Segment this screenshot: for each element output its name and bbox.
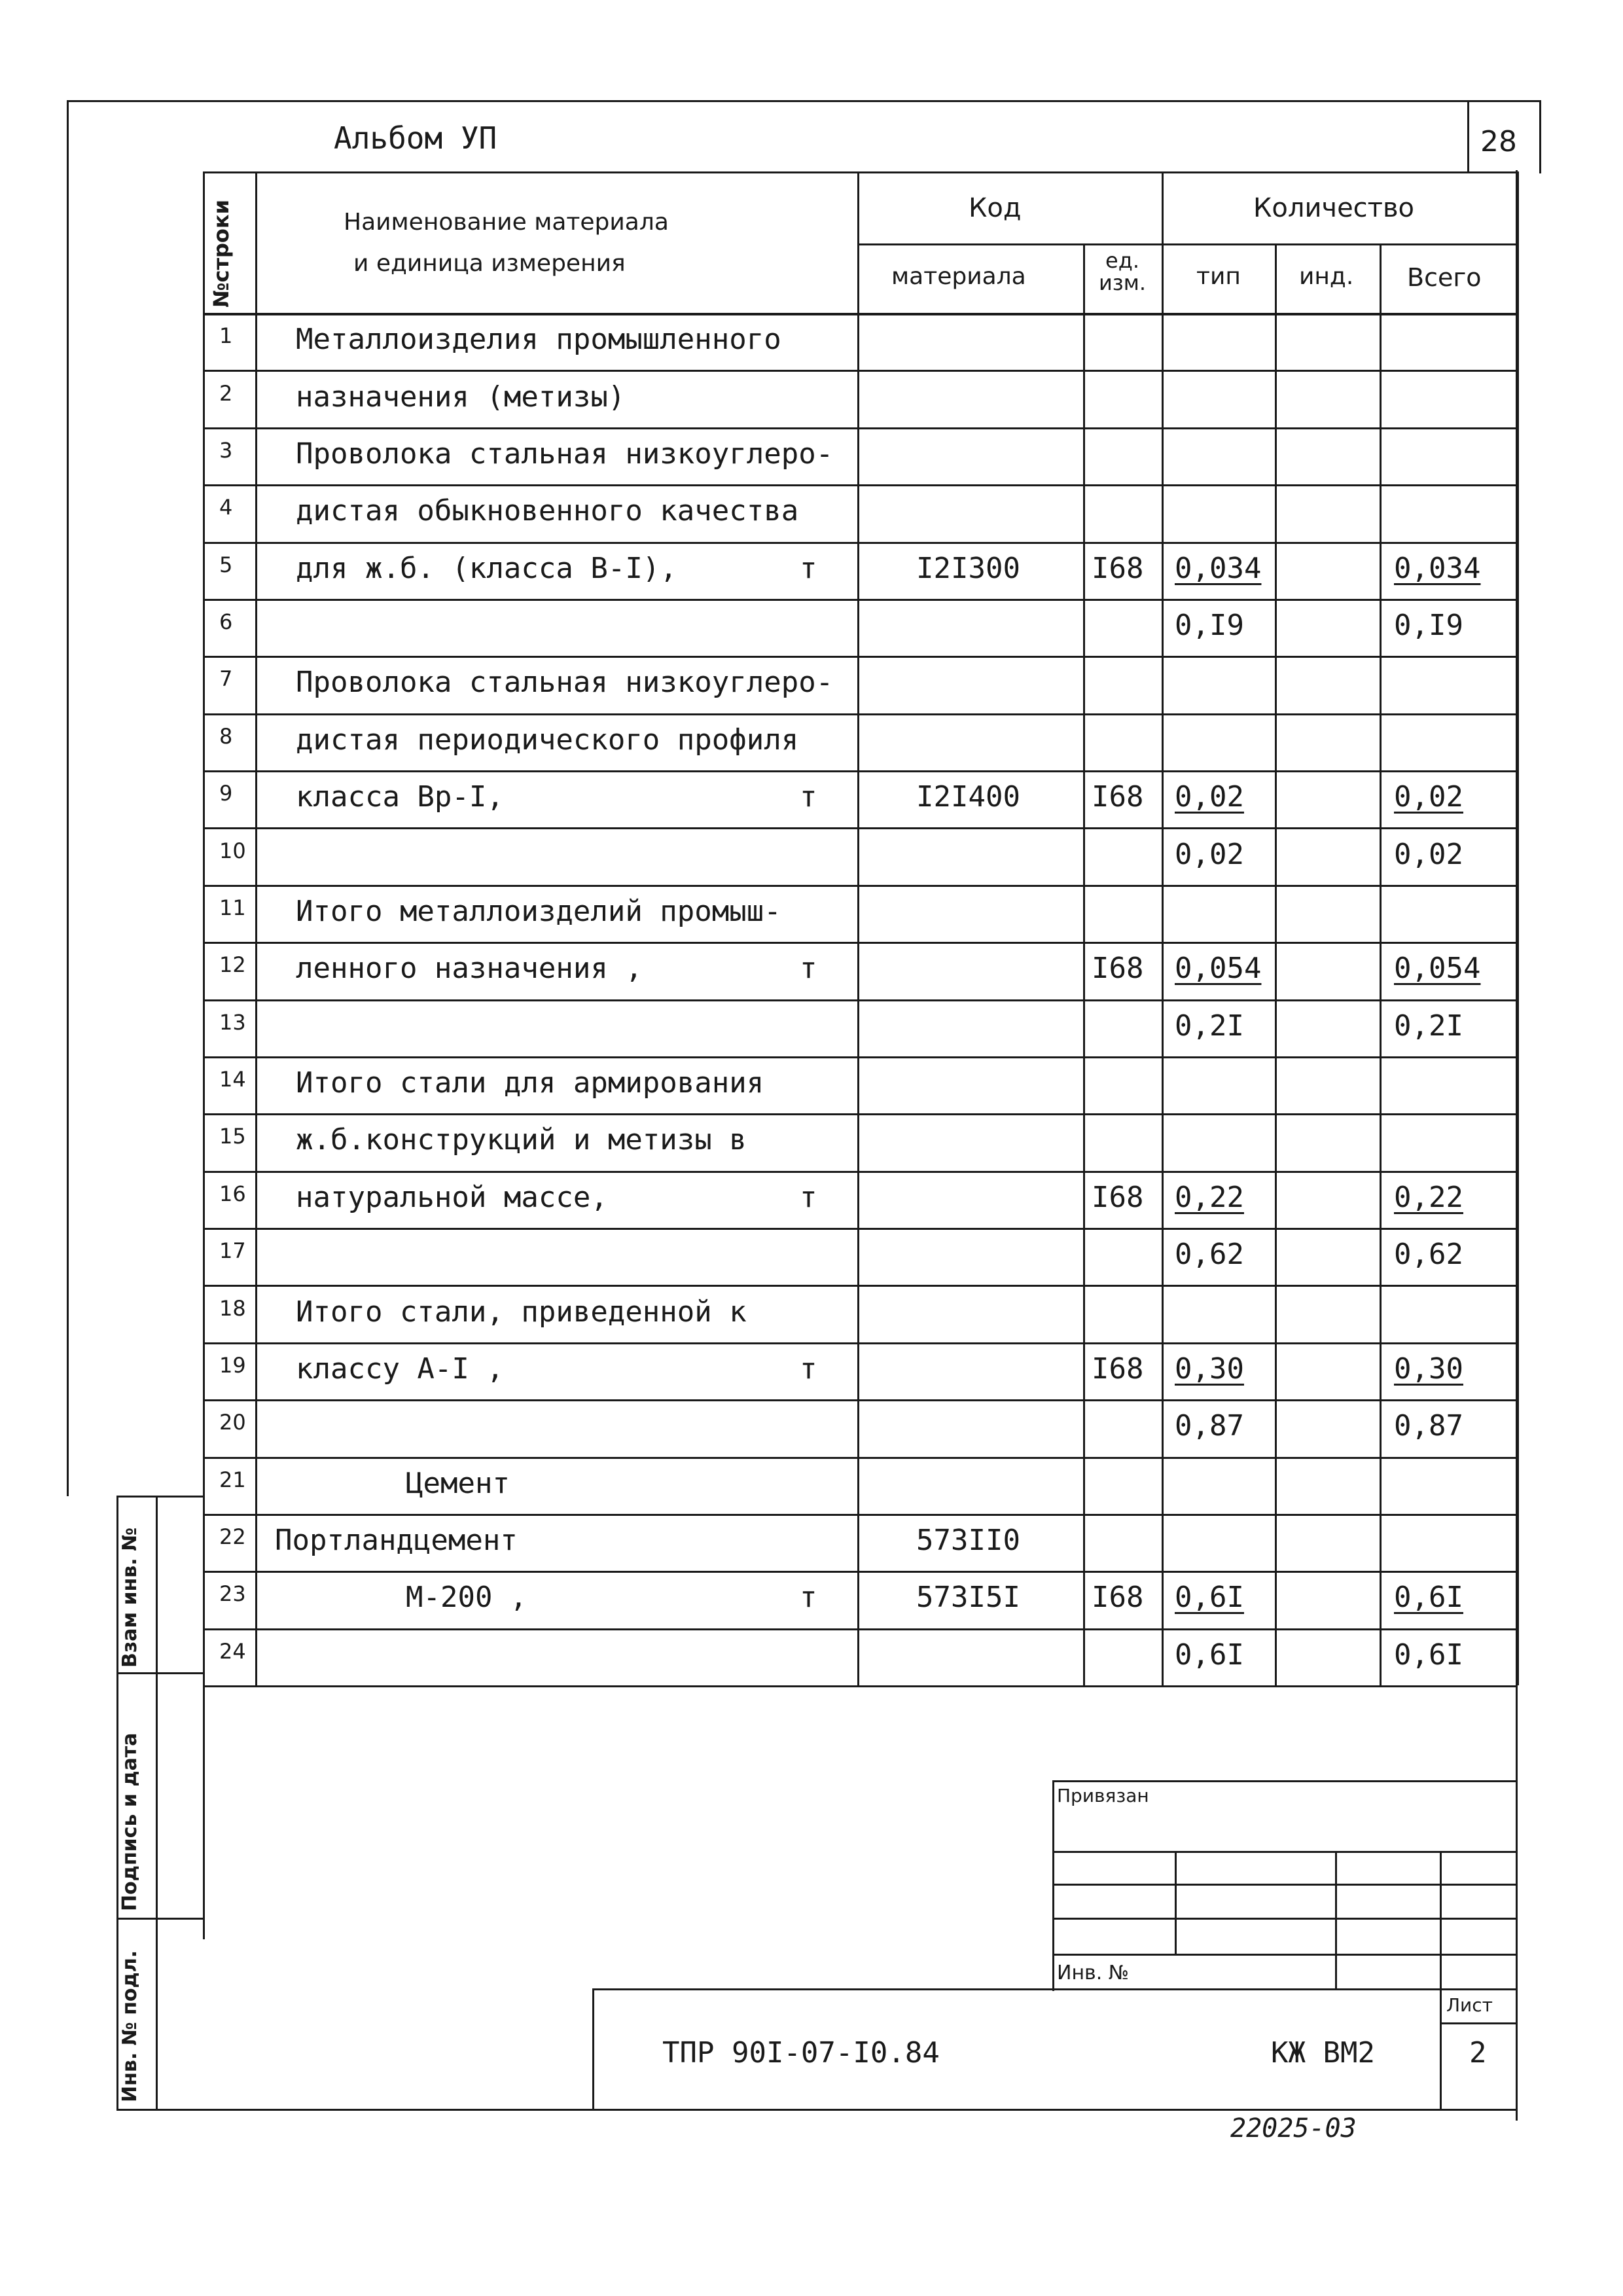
row-name: Металлоизделия промышленного xyxy=(296,323,781,356)
qty-total-value: 0,I9 xyxy=(1394,609,1463,642)
row-number: 23 xyxy=(219,1581,246,1606)
qty-total-value: 0,02 xyxy=(1394,780,1463,814)
stamp-line xyxy=(1335,1851,1337,1988)
column-line xyxy=(1275,243,1277,1685)
stamp-line xyxy=(592,1988,1443,1990)
row-line xyxy=(203,542,1517,544)
row-unit: т xyxy=(800,1352,817,1386)
row-name: Итого стали для армирования xyxy=(296,1066,764,1100)
name-header-line1: Наименование материала xyxy=(344,209,669,236)
row-line xyxy=(203,770,1517,772)
row-number: 9 xyxy=(219,781,233,806)
row-code: I2I300 xyxy=(916,552,1020,585)
row-name: Проволока стальная низкоуглеро- xyxy=(296,666,834,699)
stamp-line xyxy=(1052,1851,1517,1853)
row-line xyxy=(203,827,1517,829)
code-group-header: Код xyxy=(969,193,1022,223)
unit-code-header: ед. изм. xyxy=(1098,248,1147,295)
row-unit: т xyxy=(800,952,817,985)
inv-no-label: Инв. № xyxy=(1057,1962,1130,1984)
row-name: Итого металлоизделий промыш- xyxy=(296,895,781,928)
qty-total-value: 0,6I xyxy=(1394,1581,1463,1614)
row-line xyxy=(203,1342,1517,1344)
column-line xyxy=(1380,243,1382,1685)
qty-total-value: 0,30 xyxy=(1394,1352,1463,1386)
row-number-header: №строки xyxy=(209,199,234,308)
row-code: I2I400 xyxy=(916,780,1020,814)
row-number: 17 xyxy=(219,1238,246,1263)
row-unit: т xyxy=(800,1581,817,1614)
qty-type-value: 0,22 xyxy=(1175,1181,1244,1214)
row-unit-code: I68 xyxy=(1092,780,1144,814)
privyazan-label: Привязан xyxy=(1057,1785,1149,1806)
stamp-line xyxy=(1175,1851,1177,1956)
qty-total-value: 0,054 xyxy=(1394,952,1481,985)
row-name: ленного назначения , xyxy=(296,952,643,985)
row-line xyxy=(203,999,1517,1001)
qty-total-header: Всего xyxy=(1407,263,1482,292)
sheet-label: Лист xyxy=(1446,1994,1493,2016)
archive-number: 22025-03 xyxy=(1230,2113,1357,2144)
qty-type-header: тип xyxy=(1196,263,1241,290)
row-number: 19 xyxy=(219,1353,246,1378)
column-line xyxy=(1083,243,1085,1685)
row-line xyxy=(203,885,1517,887)
stamp-line xyxy=(1440,2022,1517,2024)
row-unit: т xyxy=(800,780,817,814)
row-name: Цемент xyxy=(406,1467,510,1500)
table-bottom-line xyxy=(203,1685,1517,1687)
row-line xyxy=(203,1285,1517,1287)
row-number: 13 xyxy=(219,1010,246,1035)
row-number: 22 xyxy=(219,1524,246,1549)
name-header-line2: и единица измерения xyxy=(353,250,626,277)
stamp-line xyxy=(1052,1780,1517,1782)
row-name: натуральной массе, xyxy=(296,1181,608,1214)
row-line xyxy=(203,1113,1517,1115)
row-line xyxy=(203,484,1517,486)
stamp-line xyxy=(1052,1918,1517,1920)
row-name: Итого стали, приведенной к xyxy=(296,1295,747,1329)
inv-podl-label: Инв. № подл. xyxy=(118,1950,141,2102)
qty-total-value: 0,2I xyxy=(1394,1009,1463,1043)
album-title: Альбом УП xyxy=(334,120,497,156)
row-number: 24 xyxy=(219,1639,246,1664)
row-number: 21 xyxy=(219,1467,246,1492)
side-line xyxy=(116,1918,203,1920)
row-number: 15 xyxy=(219,1124,246,1149)
row-line xyxy=(203,1399,1517,1401)
row-unit: т xyxy=(800,1181,817,1214)
row-name: дистая периодического профиля xyxy=(296,723,799,757)
row-line xyxy=(203,942,1517,944)
row-name: класса Вр-I, xyxy=(296,780,504,814)
row-number: 20 xyxy=(219,1410,246,1435)
row-line xyxy=(203,599,1517,601)
column-line xyxy=(203,171,205,1939)
qty-type-value: 0,87 xyxy=(1175,1409,1244,1443)
row-name: дистая обыкновенного качества xyxy=(296,494,799,528)
row-name: назначения (метизы) xyxy=(296,380,626,414)
row-code: 573II0 xyxy=(916,1524,1020,1557)
vzam-inv-label: Взам инв. № xyxy=(118,1527,141,1668)
side-line xyxy=(116,1496,203,1498)
qty-type-value: 0,02 xyxy=(1175,780,1244,814)
qty-total-value: 0,87 xyxy=(1394,1409,1463,1443)
frame-right xyxy=(1539,100,1541,173)
row-line xyxy=(203,656,1517,658)
row-code: 573I5I xyxy=(916,1581,1020,1614)
row-number: 7 xyxy=(219,666,233,691)
row-line xyxy=(203,1171,1517,1173)
row-unit-code: I68 xyxy=(1092,1181,1144,1214)
row-name: Портландцемент xyxy=(275,1524,518,1557)
side-line xyxy=(116,2109,1517,2111)
header-top-line xyxy=(203,171,1517,173)
qty-type-value: 0,62 xyxy=(1175,1238,1244,1271)
side-line xyxy=(116,1672,203,1674)
row-unit: т xyxy=(800,552,817,585)
row-unit-code: I68 xyxy=(1092,1581,1144,1614)
stamp-line xyxy=(1052,1780,1054,1991)
header-bottom-line xyxy=(203,313,1517,315)
page-number: 28 xyxy=(1480,125,1517,158)
row-line xyxy=(203,1228,1517,1230)
qty-type-value: 0,054 xyxy=(1175,952,1262,985)
row-line xyxy=(203,1514,1517,1516)
stamp-line xyxy=(1052,1954,1517,1956)
row-unit-code: I68 xyxy=(1092,1352,1144,1386)
side-line xyxy=(156,1496,158,2111)
qty-total-value: 0,034 xyxy=(1394,552,1481,585)
row-line xyxy=(203,1457,1517,1459)
row-number: 10 xyxy=(219,838,246,863)
row-number: 2 xyxy=(219,381,233,406)
stamp-line xyxy=(592,1988,594,2110)
qty-total-value: 0,22 xyxy=(1394,1181,1463,1214)
row-name: М-200 , xyxy=(406,1581,527,1614)
qty-total-value: 0,62 xyxy=(1394,1238,1463,1271)
row-number: 16 xyxy=(219,1181,246,1206)
row-number: 11 xyxy=(219,895,246,920)
row-number: 14 xyxy=(219,1067,246,1092)
row-number: 5 xyxy=(219,552,233,577)
row-name: Проволока стальная низкоуглеро- xyxy=(296,437,834,471)
row-name: ж.б.конструкций и метизы в xyxy=(296,1123,747,1157)
column-line xyxy=(1517,171,1519,1685)
row-name: для ж.б. (класса В-I), xyxy=(296,552,677,585)
qty-ind-header: инд. xyxy=(1299,263,1354,290)
row-unit-code: I68 xyxy=(1092,952,1144,985)
stamp-line xyxy=(1440,1851,1442,2110)
frame-left xyxy=(67,100,69,1496)
qty-total-value: 0,02 xyxy=(1394,838,1463,871)
row-number: 8 xyxy=(219,724,233,749)
qty-type-value: 0,6I xyxy=(1175,1638,1244,1672)
row-number: 6 xyxy=(219,609,233,634)
qty-type-value: 0,034 xyxy=(1175,552,1262,585)
row-line xyxy=(203,713,1517,715)
podpis-data-label: Подпись и дата xyxy=(118,1732,141,1911)
qty-total-value: 0,6I xyxy=(1394,1638,1463,1672)
quantity-group-header: Количество xyxy=(1253,193,1415,223)
row-line xyxy=(203,1571,1517,1573)
row-number: 18 xyxy=(219,1296,246,1321)
document-code: ТПР 90I-07-I0.84 xyxy=(662,2036,940,2070)
code-material-header: материала xyxy=(891,263,1026,290)
row-line xyxy=(203,370,1517,372)
row-name: классу А-I , xyxy=(296,1352,504,1386)
qty-type-value: 0,2I xyxy=(1175,1009,1244,1043)
row-unit-code: I68 xyxy=(1092,552,1144,585)
sheet-number: 2 xyxy=(1469,2036,1487,2070)
row-number: 3 xyxy=(219,438,233,463)
stamp-line xyxy=(1052,1884,1517,1886)
frame-top xyxy=(67,100,1541,102)
frame-page-box-left xyxy=(1467,100,1469,173)
qty-type-value: 0,02 xyxy=(1175,838,1244,871)
qty-type-value: 0,30 xyxy=(1175,1352,1244,1386)
row-number: 12 xyxy=(219,952,246,977)
row-number: 4 xyxy=(219,495,233,520)
qty-type-value: 0,I9 xyxy=(1175,609,1244,642)
row-number: 1 xyxy=(219,323,233,348)
row-line xyxy=(203,427,1517,429)
row-line xyxy=(203,1628,1517,1630)
qty-type-value: 0,6I xyxy=(1175,1581,1244,1614)
header-mid-line xyxy=(857,243,1517,245)
section-code: КЖ ВМ2 xyxy=(1271,2036,1375,2070)
row-line xyxy=(203,1056,1517,1058)
